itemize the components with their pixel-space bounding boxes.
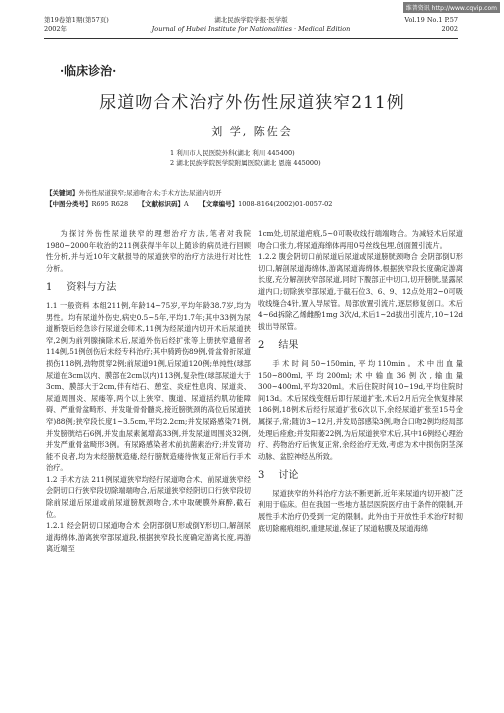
paragraph-1-1: 1.1 一般资料 本组211例,年龄14~75岁,平均年龄38.7岁,均为男性。均有尿道外伤史,病史0.5~5年,平均1.7年;其中33例为尿道断裂后经急诊行尿道会师术,11例为经尿道内切开术后尿道狭窄,2例为前列腺摘除术后,尿道外伤后经扩张等上册狭窄遗留者114例,51例创伤后未经专科治疗;其中骑跨伤89例,骨盆骨折尿道损伤118例,劲物贯穿2例;前尿道91例,后尿道120例;单纯性(球部尿道在3cm以内、膜部在2cm以内)113例,复杂性(球部尿道大于3cm、膜部大于2cm,伴有结石、憩室、炎症性息肉、尿道炎、尿道周围炎、尿瘘等,两个以上狭窄、腹道、尿道括约肌功能障碍、严重骨盆畸形、并发耻骨骨髓炎,接近膀胱颈的高位后尿道狭窄)88例;狭窄段长度1~3.5cm,平均2.2cm;并发尿路感染71例,并发膀胱结石6例,并发血尿素氮增高33例,并发尿道周围炎32例,并发严重骨盆畸形3例。有尿路感染者术前抗菌素治疗;并发肾功能不良者,均为未经膀胱造瘘,经行膀胱造瘘待恢复正常后行手术治疗。	[46, 300, 251, 473]
article-authors: 刘 学, 陈佐会	[211, 125, 293, 138]
heading-results	[258, 340, 463, 352]
header-volume: Vol.19 No.1 P.57	[404, 16, 458, 24]
affiliation-1: 1 利川市人民医院外科(湖北 利川 445400)	[170, 149, 295, 157]
watermark-corner: 维普资讯 http://www.cqvip.com	[403, 2, 500, 13]
header-rule	[44, 38, 458, 39]
keywords-label: 【关键词】	[46, 189, 79, 197]
heading-number: 2	[258, 340, 265, 352]
header-right	[404, 16, 458, 34]
article-id-value: 1008-8164(2002)01-0057-02	[238, 200, 333, 208]
class-label: 【中图分类号】	[46, 200, 92, 208]
keywords-block	[46, 188, 458, 210]
header-year-right: 2002	[441, 25, 458, 33]
heading-number: 1	[46, 282, 53, 294]
left-column	[46, 228, 251, 555]
paragraph-1-2-2: 1.2.2 腹会阴切口前尿道后尿道或尿道膀胱颈吻合 会阴部倒U形切口,解剖尿道海绵体,游离尿道海绵体,根据狭窄段长度确定游离长度,充分解剖狭窄部尿道,同时下腹部正中切口,切开膀胱,显露尿道内口;切除狭窄部尿道,于截石位3、6、9、12点处用2~0可吸收线缝合4针,置入导尿管。局部放置引流片,逐层修复创口。术后4~6d拆除乙烯雌酚1mg 3次/d,术后1~2d拔出引流片,10~12d拔出导尿管。	[258, 252, 463, 331]
discussion-paragraph: 尿道狭窄的外科治疗方法不断更新,近年来尿道内切开被广泛利用于临床。但在我国一些地方基层医院医疗由于条件的限制,开展性手术治疗仍受到一定的限制。此外由于开放性手术治疗时彻底切除瘢痕组织,重建尿道,保证了尿道粘膜及尿道海绵	[258, 488, 463, 533]
heading-discussion	[258, 470, 463, 482]
journal-header	[44, 16, 458, 44]
keywords-text: 外伤性尿道狭窄;尿道吻合术;手术方法;尿道内切开	[78, 189, 222, 197]
doc-code-value: A	[184, 200, 189, 208]
affiliation-2: 2 湖北民族学院医学院附属医院(湖北 恩施 445000)	[170, 159, 321, 167]
section-tag: ·临床诊治·	[60, 64, 117, 78]
article-id-label: 【文章编号】	[199, 200, 239, 208]
heading-text: 资料与方法	[66, 282, 117, 294]
heading-text: 讨论	[278, 470, 299, 482]
paragraph-1-2: 1.2 手术方法 211例尿道狭窄均经行尿道吻合术、前尿道狭窄经会阴切口行狭窄段切除端端吻合,后尿道狭窄经阴切口行狭窄段切除前尿道后尿道或前尿道膀胱颈吻合,术中取硬膜外麻醉,截石位。	[46, 474, 251, 519]
classification-line	[46, 199, 458, 210]
heading-materials-methods	[46, 282, 251, 294]
paragraph-continued: 1cm处,切尿道疤痕,5~0可吸收线行端端吻合。为减轻术后尿道吻合口张力,将尿道海绵体再用0号丝线包埋,创面置引流片。	[258, 229, 463, 250]
class-value: R695 R628	[91, 200, 129, 208]
intro-paragraph: 为探讨外伤性尿道狭窄的理想治疗方法,笔者对我院1980~2000年收治的211例获得半年以上随诊的病员进行回顾性分析,并与近10年文献报导的尿道狭窄的治疗方法进行对比性分析。	[46, 229, 251, 273]
paragraph-1-2-1: 1.2.1 经会阴切口尿道吻合术 会阴部倒U形或倒Y形切口,解剖尿道海绵体,游离狭窄部尿道段,根据狭窄段长度确定游离长度,再游离近端至	[46, 521, 251, 554]
right-column	[258, 228, 463, 534]
header-center	[44, 16, 458, 34]
header-issue: 第19卷第1期(第57页)	[44, 16, 109, 24]
header-year: 2002年	[44, 25, 68, 33]
heading-number: 3	[258, 470, 265, 482]
results-paragraph: 手术时间50~150min,平均110min。术中出血量150~800ml,平均200ml;术中输血36例次,输血量300~400ml,平均320ml。术后住院时间10~19d,平均住院时间13d。术后尿线变细后即行尿道扩张,术后2月后完全恢复排尿186例,18例术后经行尿道扩张6次以下,余经尿道扩张至15号金属探子,常;随访3~12月,并发局部感染3例,吻合口吻2例均经局部处理后痊愈;并发阳萎22例,为后尿道狭窄术后,其中16例经心理治疗、药物治疗后恢复正常,余经治疗无效,考虑为术中损伤阴茎深动脉、盆腔神经丛所致。	[258, 358, 463, 461]
heading-text: 结果	[278, 340, 299, 352]
doc-code-label: 【文献标识码】	[138, 200, 185, 208]
header-journal-en: Journal of Hubei Institute for Nationalities · Medical Edition	[151, 25, 351, 33]
header-journal-cn: 湖北民族学院学报·医学版	[214, 16, 288, 24]
article-title: 尿道吻合术治疗外伤性尿道狭窄211例	[99, 93, 405, 113]
affiliations	[170, 148, 321, 168]
keywords-line	[46, 188, 458, 199]
